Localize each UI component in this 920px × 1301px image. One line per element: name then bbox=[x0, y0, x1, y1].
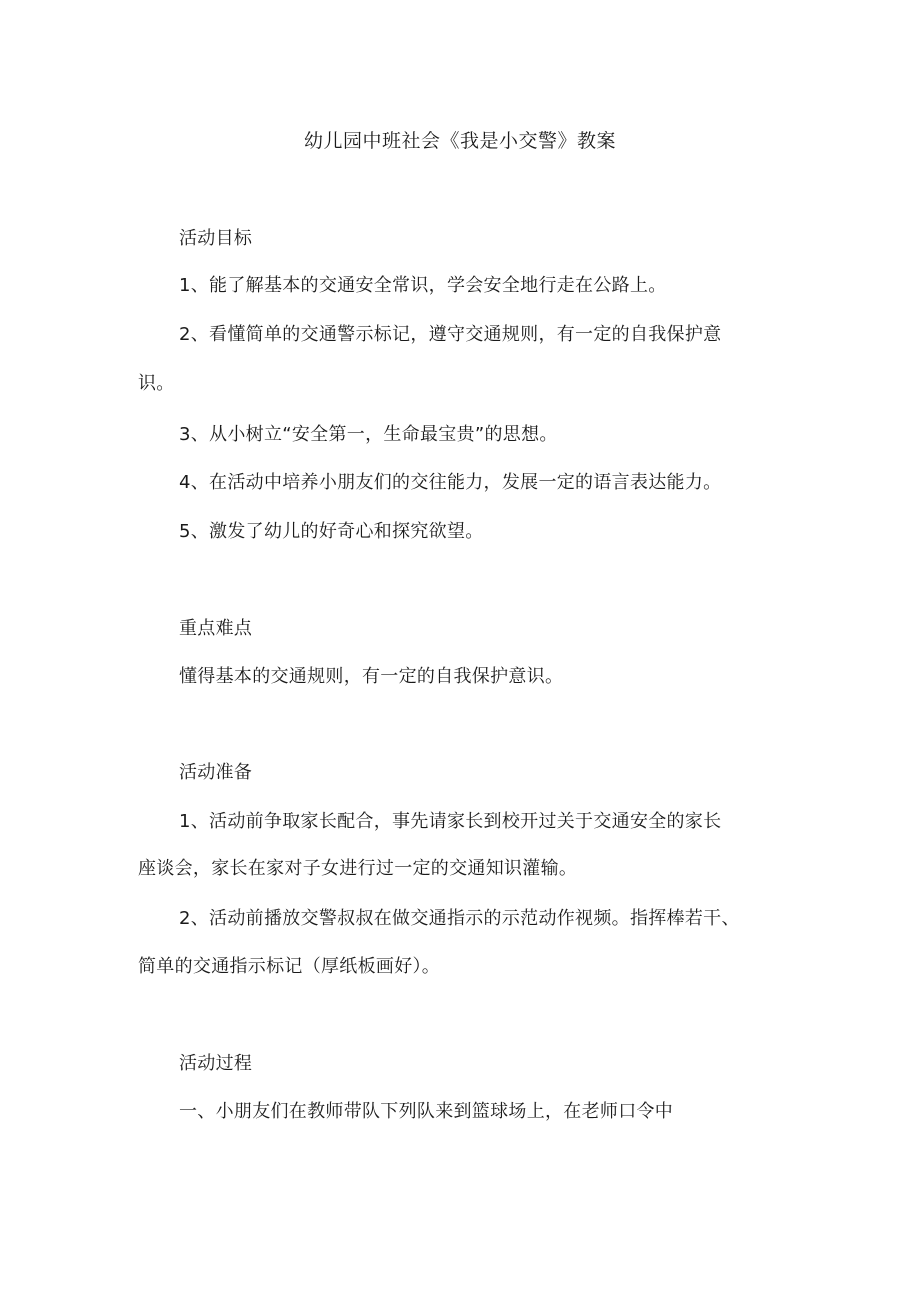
page-title: 幼儿园中班社会《我是小交警》教案 bbox=[303, 130, 616, 152]
goal-item-3: 3、从小树立“安全第一，生命最宝贵”的思想。 bbox=[179, 424, 558, 445]
preparation-item-2-line-1: 2、活动前播放交警叔叔在做交通指示的示范动作视频。指挥棒若干、 bbox=[179, 908, 740, 929]
preparation-item-2-line-2: 简单的交通指示标记（厚纸板画好）。 bbox=[138, 956, 441, 977]
goals-heading: 活动目标 bbox=[179, 228, 253, 249]
goal-item-1: 1、能了解基本的交通安全常识，学会安全地行走在公路上。 bbox=[179, 275, 667, 296]
goal-item-4: 4、在活动中培养小朋友们的交往能力，发展一定的语言表达能力。 bbox=[179, 472, 722, 493]
preparation-heading: 活动准备 bbox=[179, 762, 253, 783]
goal-item-2-line-1: 2、看懂简单的交通警示标记，遵守交通规则，有一定的自我保护意 bbox=[179, 324, 722, 345]
process-item-1: 一、小朋友们在教师带队下列队来到篮球场上，在老师口令中 bbox=[179, 1101, 674, 1122]
process-heading: 活动过程 bbox=[179, 1053, 253, 1074]
goal-item-2-line-2: 识。 bbox=[138, 373, 175, 394]
goal-item-5: 5、激发了幼儿的好奇心和探究欲望。 bbox=[179, 521, 484, 542]
key-points-text: 懂得基本的交通规则，有一定的自我保护意识。 bbox=[179, 666, 564, 687]
key-points-heading: 重点难点 bbox=[179, 618, 253, 639]
preparation-item-1-line-2: 座谈会，家长在家对子女进行过一定的交通知识灌输。 bbox=[138, 858, 578, 879]
preparation-item-1-line-1: 1、活动前争取家长配合，事先请家长到校开过关于交通安全的家长 bbox=[179, 811, 722, 832]
